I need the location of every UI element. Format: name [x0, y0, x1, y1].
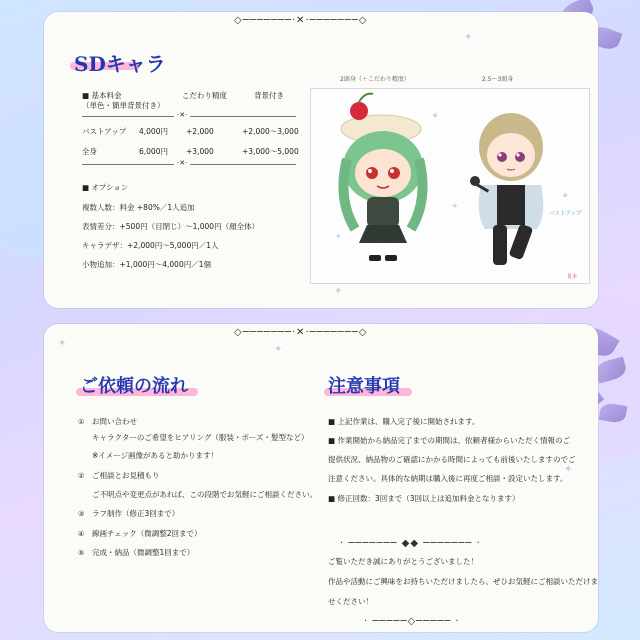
step-line: キャラクターのご希望をヒアリング（服装・ポーズ・髪型など）: [92, 433, 309, 442]
sparkle-icon: ✦: [564, 464, 573, 475]
rule-ornament: ·✕·: [174, 112, 190, 119]
step-line: ※イメージ画像があると助かります！: [92, 451, 219, 460]
step-number: ⑤: [78, 549, 85, 557]
row-detailed: +3,000: [186, 147, 214, 156]
note-item: ■ 作業開始から納品完了までの期間は、依頼者様からいただく情報のご: [328, 436, 570, 445]
step-number: ④: [78, 530, 85, 538]
sample-label-left: 2頭身（＋こだわり精度）: [340, 76, 410, 83]
ornament-divider: ◇───────·✕·───────◇: [234, 327, 368, 338]
rule-ornament: ·✕·: [174, 160, 190, 167]
notes-title: 注意事項: [328, 376, 400, 397]
option-item: 表情差分：+500円（目閉じ）～1,000円（顔全体）: [82, 222, 260, 231]
sparkle-icon: ✦: [58, 338, 67, 349]
svg-text:✦: ✦: [335, 232, 342, 241]
col-detailed-header: こだわり精度: [182, 91, 227, 100]
flow-notes-card: [44, 324, 598, 632]
row-detailed: +2,000: [186, 127, 214, 136]
basic-fee-note: （単色・簡単背景付き）: [82, 101, 165, 110]
ornament-divider: · ─────── ◆◆ ─────── ·: [340, 538, 481, 549]
ornament-divider: · ─────◇───── ·: [364, 616, 460, 627]
sample-tag: バストアップ: [549, 211, 582, 217]
svg-text:✦: ✦: [451, 202, 459, 212]
sample-watermark: 見本: [567, 274, 578, 280]
step-line: ラフ制作（修正3回まで）: [92, 509, 180, 518]
row-bg: +3,000～5,000: [242, 147, 299, 156]
step-number: ②: [78, 472, 85, 480]
step-line: 完成・納品（微調整1回まで）: [92, 548, 195, 557]
option-item: 小物追加：+1,000円～4,000円／1個: [82, 260, 211, 269]
row-bg: +2,000～3,000: [242, 127, 299, 136]
row-label: 全身: [82, 147, 97, 156]
flow-title: ご依頼の流れ: [80, 376, 188, 397]
thanks-line: 作品や活動にご興味をお持ちいただけましたら、ぜひお気軽にご相談いただけま: [328, 577, 598, 586]
step-number: ①: [78, 418, 85, 426]
row-basic: 6,000円: [139, 147, 168, 156]
ornament-divider: ◇───────·✕·───────◇: [234, 15, 368, 26]
svg-text:✦: ✦: [561, 191, 570, 202]
option-item: 複数人数：料金 +80%／1人追加: [82, 203, 195, 212]
sd-pricing-card: [44, 12, 598, 308]
note-item: ■ 修正回数：3回まで（3回以上は追加料金となります）: [328, 494, 520, 503]
options-title: ■ オプション: [82, 183, 129, 192]
col-bg-header: 背景付き: [254, 91, 284, 100]
row-label: バストアップ: [82, 127, 127, 136]
step-line: ご相談とお見積もり: [92, 471, 160, 480]
thanks-line: ご覧いただき誠にありがとうございました！: [328, 557, 478, 566]
option-item: キャラデザ：+2,000円～5,000円／1人: [82, 241, 219, 250]
thanks-line: せください！: [328, 597, 373, 606]
step-line: ご不明点や変更点があれば、この段階でお気軽にご相談ください。: [92, 490, 317, 499]
step-line: お問い合わせ: [92, 417, 137, 426]
chibi-characters-illustration: [311, 89, 589, 283]
sparkle-icon: ✦: [464, 32, 473, 43]
sparkle-icon: ✦: [274, 344, 283, 355]
basic-fee-label: ■ 基本料金: [82, 91, 122, 100]
note-item: 注意ください。具体的な納期は購入後に再度ご相談・設定いたします。: [328, 474, 568, 483]
sd-title: SDキャラ: [74, 52, 166, 76]
note-item: 提供状況、納品物のご確認にかかる時間によっても前後いたしますのでご: [328, 455, 576, 464]
step-line: 線画チェック（微調整2回まで）: [92, 529, 202, 538]
sample-label-right: 2.5～3頭身: [482, 76, 514, 83]
svg-text:✦: ✦: [431, 111, 440, 122]
sparkle-icon: ✦: [334, 286, 343, 297]
step-number: ③: [78, 510, 85, 518]
sample-illustration: [310, 88, 590, 284]
note-item: ■ 上記作業は、購入完了後に開始されます。: [328, 417, 480, 426]
row-basic: 4,000円: [139, 127, 168, 136]
